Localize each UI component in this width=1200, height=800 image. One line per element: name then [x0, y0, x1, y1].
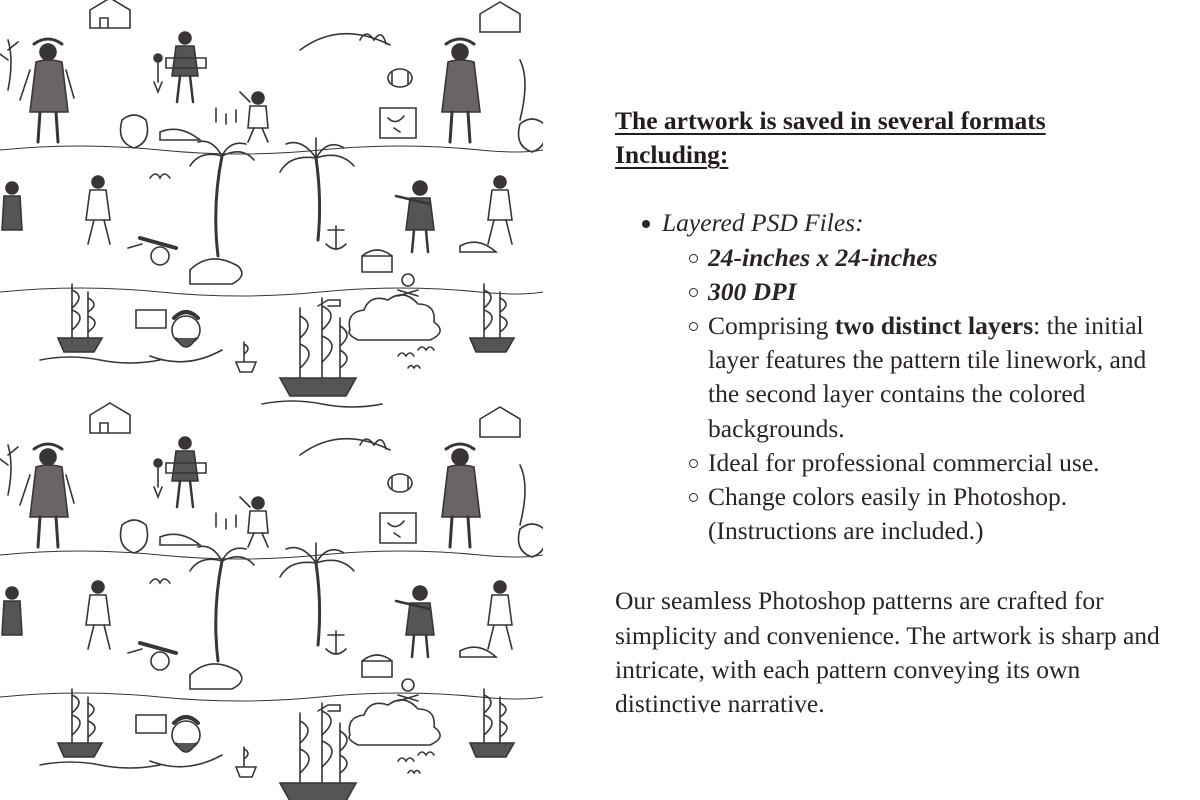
detail-layers-rest: : the initial layer features the pattern tile linework, and the second layer contains the colored backgrounds.: [708, 311, 1147, 443]
pirate-toile-pattern-icon: [0, 0, 543, 800]
formats-list: [615, 206, 1175, 548]
detail-layers-bold: two distinct layers: [834, 311, 1034, 341]
detail-layers-prefix: Comprising: [708, 311, 835, 341]
detail-commercial-text: Ideal for professional commercial use.: [708, 447, 1100, 477]
product-info-panel: [615, 104, 1175, 721]
detail-layers: [662, 309, 1175, 446]
pirate-pattern-illustration: [0, 0, 543, 800]
detail-dpi: [662, 275, 1175, 309]
heading-line-1: The artwork is saved in several formats: [615, 106, 1046, 135]
format-psd-title: Layered PSD Files:: [662, 208, 864, 238]
format-psd-item: [615, 206, 1175, 548]
detail-size-text: 24-inches x 24-inches: [708, 242, 938, 272]
detail-dpi-text: 300 DPI: [708, 276, 797, 306]
psd-details-list: [662, 241, 1175, 549]
formats-heading: [615, 104, 1175, 172]
description-paragraph: Our seamless Photoshop patterns are crafted for simplicity and convenience. The artwork is sharp and intricate, with each pattern conveying its own distinctive narrative.: [615, 586, 1160, 719]
detail-colors-line-1: Change colors easily in Photoshop.: [708, 482, 1068, 512]
detail-commercial: [662, 446, 1175, 480]
detail-colors-line-2: (Instructions are included.): [708, 516, 984, 546]
detail-colors: [662, 480, 1175, 548]
detail-size: [662, 241, 1175, 275]
heading-line-2: Including:: [615, 140, 729, 170]
